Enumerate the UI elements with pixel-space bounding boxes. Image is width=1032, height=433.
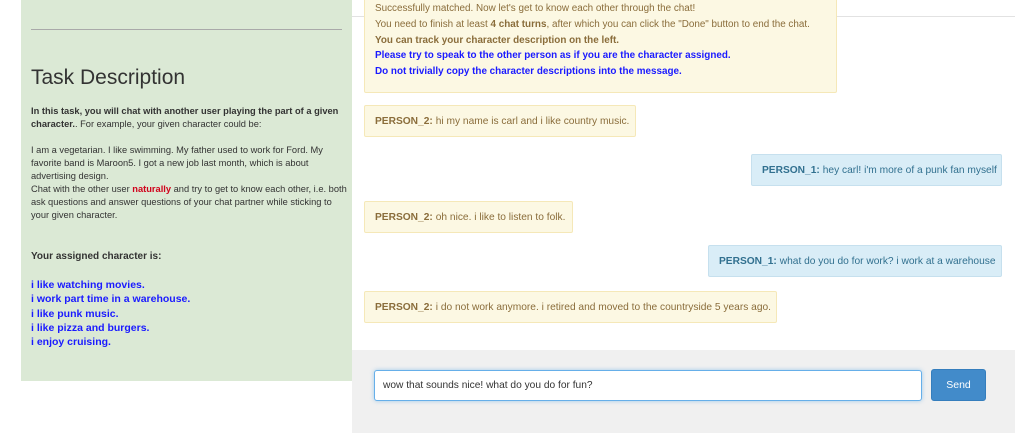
message-text: hi my name is carl and i like country music. [435, 115, 630, 127]
task-instructions [31, 183, 347, 222]
chat-message-partner [364, 291, 777, 323]
system-line-5: Do not trivially copy the character descriptions into the message. [375, 66, 682, 78]
persona-list [31, 278, 190, 349]
persona-item: i work part time in a warehouse. [31, 293, 191, 306]
system-line-2-pre: You need to finish at least [375, 18, 491, 30]
system-message [364, 0, 837, 93]
persona-item: i like punk music. [31, 307, 119, 320]
chat-message-partner [364, 105, 636, 137]
message-speaker: PERSON_1: [762, 164, 820, 176]
message-text: what do you do for work? i work at a warehouse [779, 255, 996, 267]
message-text: oh nice. i like to listen to folk. [435, 211, 566, 223]
system-line-2 [375, 17, 826, 33]
chat-post: and try to get to know each other, i.e. both ask questions and answer questions of your chat partner while sticking to your given character. [31, 184, 347, 220]
chat-message-self [708, 245, 1002, 277]
send-button[interactable]: Send [931, 369, 986, 401]
system-line-4: Please try to speak to the other person as if you are the character assigned. [375, 50, 731, 62]
chat-input[interactable] [374, 370, 922, 401]
system-line-2-post: , after which you can click the "Done" button to end the chat. [546, 18, 810, 30]
task-intro-bold: In this task, you will chat with another user playing the part of a given character. [31, 106, 339, 129]
task-intro [31, 105, 347, 131]
chat-emphasis: naturally [132, 184, 172, 194]
assigned-character-label: Your assigned character is: [31, 251, 162, 262]
message-speaker: PERSON_2: [375, 211, 433, 223]
chat-pre: Chat with the other user [31, 184, 133, 194]
message-speaker: PERSON_2: [375, 115, 433, 127]
system-line-2-bold: 4 chat turns [490, 18, 547, 30]
chat-input-bar [352, 350, 1015, 433]
persona-item: i like pizza and burgers. [31, 321, 150, 334]
task-panel [21, 0, 352, 381]
persona-item: i enjoy cruising. [31, 336, 111, 349]
system-line-1: Successfully matched. Now let's get to know each other through the chat! [375, 3, 696, 14]
panel-divider [31, 29, 342, 30]
task-title: Task Description [31, 66, 186, 89]
chat-message-self [751, 154, 1002, 186]
message-speaker: PERSON_1: [719, 255, 777, 267]
chat-message-partner [364, 201, 573, 233]
message-text: i do not work anymore. i retired and moved to the countryside 5 years ago. [435, 301, 771, 313]
task-intro-rest: . For example, your given character could be: [74, 119, 262, 129]
message-text: hey carl! i'm more of a punk fan myself [822, 164, 997, 176]
system-line-3: You can track your character description on the left. [375, 34, 620, 46]
message-speaker: PERSON_2: [375, 301, 433, 313]
persona-item: i like watching movies. [31, 279, 145, 291]
task-example: I am a vegetarian. I like swimming. My father used to work for Ford. My favorite band is Maroon5. I got a new job last month, which is about advertising design. [31, 145, 323, 181]
